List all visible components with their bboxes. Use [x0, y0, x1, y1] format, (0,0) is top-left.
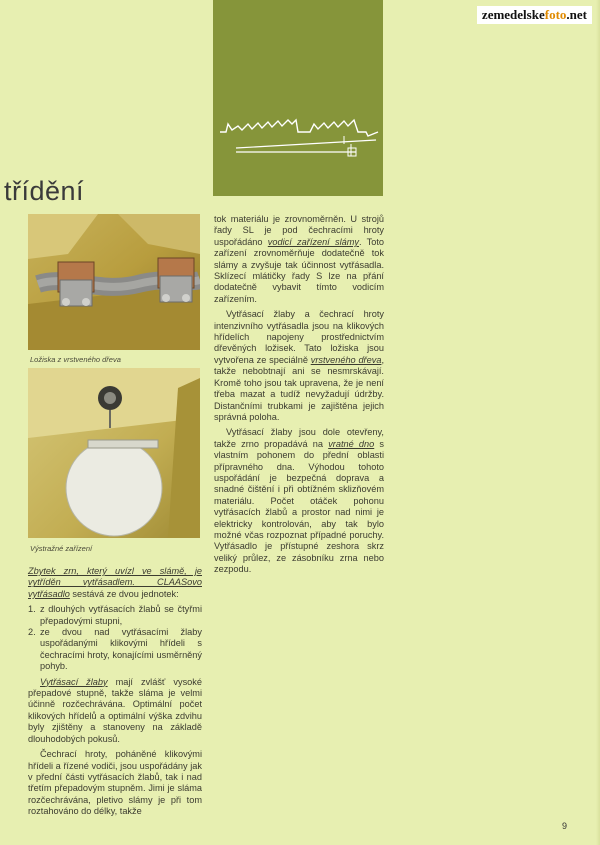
- left-text-column: [28, 566, 202, 822]
- list-item: 2. ze dvou nad vytřásacími žlaby uspořádanými klikovými hřídeli s čechracími hroty, konajícími usměrněný pohyb.: [28, 627, 202, 672]
- left-paragraph-3: Čechrací hroty, poháněné klikovými hřídeli a řízené vodiči, jsou uspořádány jak v přední části vytřásacích žlabů, tak i nad třetím přepadovým stupněm. Jimi je sláma rozčechrávána, pletivo slámy je při tom roztahováno do délky, takže: [28, 749, 202, 817]
- left-paragraph-2: Vytřásací žlaby mají zvlášť vysoké přepadové stupně, takže sláma je velmi účinně rozčechrávána. Optimální počet klikových hřídelů a optimální výška zdvihu byly zjištěny a stanoveny na základě dlouhodobých pokusů.: [28, 676, 202, 744]
- list-item: 1. z dlouhých vytřásacích žlabů se čtyřmi přepadovými stupni,: [28, 604, 202, 626]
- page-number: 9: [562, 821, 568, 831]
- photo1-caption: Ložiska z vrstveného dřeva: [30, 355, 121, 364]
- right-paragraph-1: tok materiálu je zrovnoměrněn. U strojů řady SL je pod čechracími hroty uspořádáno vodicí zařízení slámy. Toto zařízení zrovnoměrňuje dodatečně tok slámy a zvyšuje tak účinnost vytřásadla. Sklízecí mlátičky řady S lze na přání dodatečně vybavit tímto vodicím zařízením.: [214, 214, 384, 304]
- warning-device-photo: [28, 368, 200, 538]
- left-intro-paragraph: Zbytek zrn, který uvízl ve slámě, je vytříděn vytřásadlem. CLAASovo vytřásadlo sestává ze dvou jednotek:: [28, 566, 202, 599]
- right-paragraph-3: Vytřásací žlaby jsou dole otevřeny, takže zrno propadává na vratné dno s vlastním pohonem do přední oblasti přípravného dna. Výhodou tohoto uspořádání je bezpečná doprava a snadné čištění i při obtížném sklizňovém materiálu. Počet otáček pohonu vytřásacích žlabů a prostor nad nimi je elektricky kontrolován, aby tak bylo možné včas rozpoznat případné poruchy. Vytřásadlo je přístupné zeshora skrz veliký průlez, ze zásobníku zrna nebo zezpodu.: [214, 427, 385, 575]
- right-paragraph-2: Vytřásací žlaby a čechrací hroty intenzivního vytřásadla jsou na klikových hřídelích napojeny prostřednictvím dřevěných ložisek. Tato ložiska jsou vytvořena ze speciálně vrstveného dřeva, takže nebobtnají ani se nesmrskávají. Kromě toho jsou tak upravena, že je není třeba mazat a tudíž nevyžadují údržby. Distančními trubkami je zajištěna jejich správná poloha.: [214, 309, 384, 422]
- straw-walker-diagram: [216, 110, 382, 164]
- olive-header-band: [213, 0, 383, 196]
- photo2-caption: Výstražné zařízení: [30, 544, 93, 553]
- walker-units-list: [28, 604, 202, 672]
- right-text-column: [214, 214, 384, 580]
- watermark: zemedelskefoto.net: [477, 6, 592, 24]
- wooden-bearings-photo: [28, 214, 200, 350]
- page-crease: [596, 0, 600, 845]
- section-heading: třídění: [4, 176, 85, 206]
